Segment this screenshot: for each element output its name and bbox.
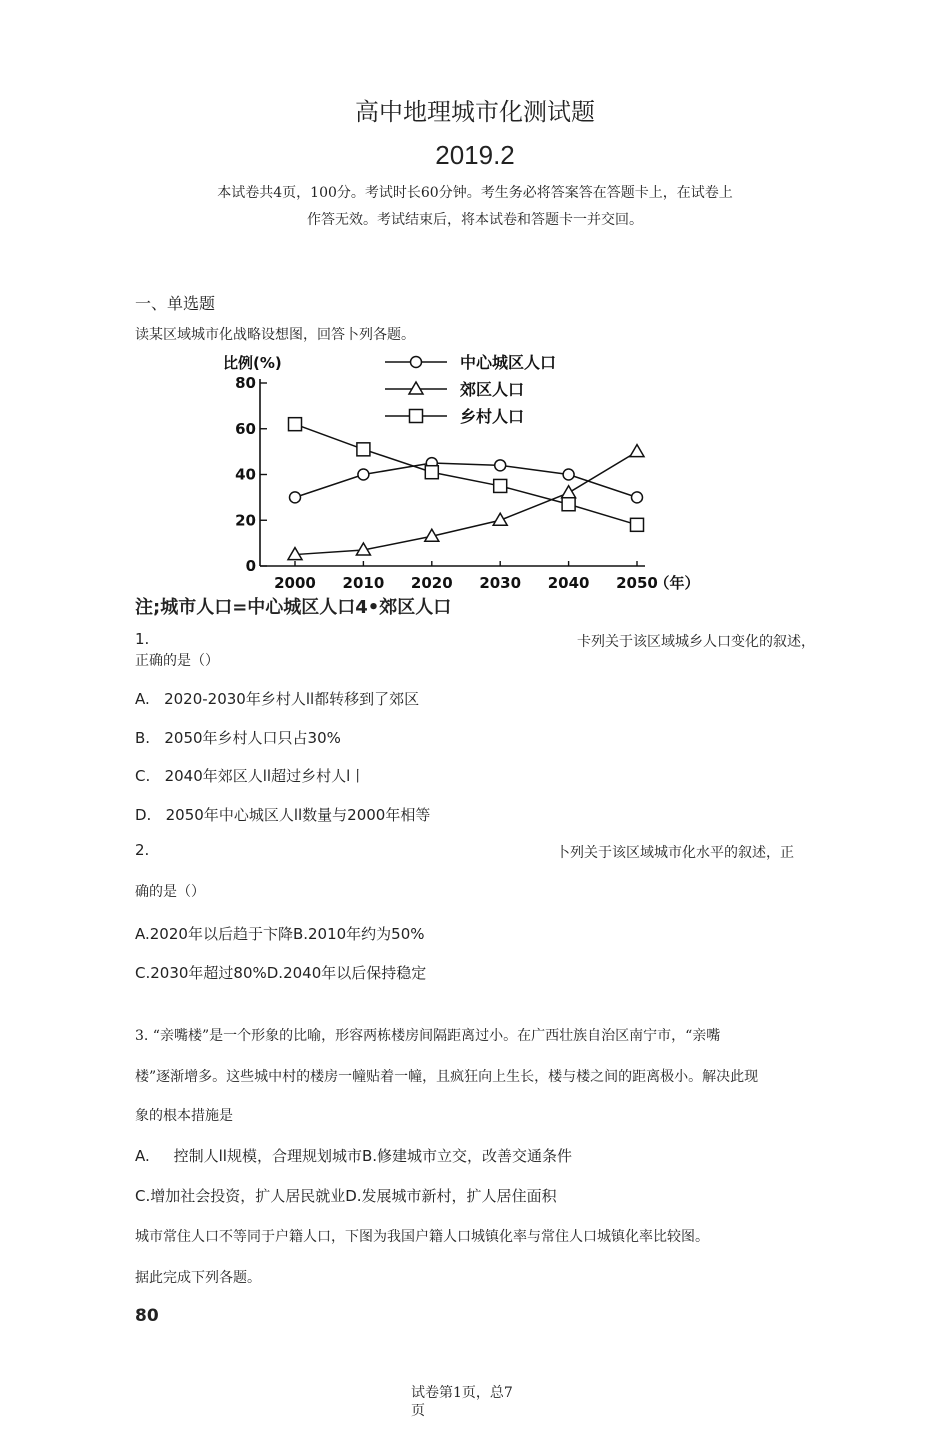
q2-stem: 卜列关于该区域城市化水平的叙述，正 <box>556 845 794 861</box>
q1-option-a[interactable]: A. 2020-2030年乡村人ll都转移到了郊区 <box>135 690 420 708</box>
square-marker <box>494 479 507 492</box>
next-chart-fragment: 80 <box>135 1306 159 1326</box>
chart-note: 注;城市人口=中心城区人口4•郊区人口 <box>135 597 452 618</box>
q2-stem-line2: 确的是（） <box>135 884 205 900</box>
x-tick-label: 2020 <box>410 574 453 592</box>
q2-options-ab[interactable]: A.2020年以后趋于卞降B.2010年约为50% <box>135 925 425 943</box>
intro-line-2: 作答无效。考试结束后，将本试卷和答题卡一并交回。 <box>307 212 643 228</box>
section-lead: 读某区域城市化战略设想图，回答卜列各题。 <box>135 327 415 343</box>
series-line-triangle <box>295 452 637 555</box>
q3-stem-line3: 象的根本措施是 <box>135 1108 233 1124</box>
footer-page-line-1: 试卷第1页，总7 <box>411 1385 513 1401</box>
q2-number: 2. <box>135 841 150 859</box>
population-chart <box>215 348 735 598</box>
passage-line-1: 城市常住人口不等同于户籍人口，下图为我国户籍人口城镇化率与常住人口城镇化率比较图。 <box>135 1229 709 1245</box>
y-tick-label: 20 <box>235 511 256 530</box>
y-tick-label: 80 <box>235 374 256 392</box>
circle-marker <box>632 492 643 503</box>
q2-options-cd[interactable]: C.2030年超过80%D.2040年以后保持稳定 <box>135 964 427 982</box>
circle-marker <box>358 469 369 480</box>
legend-label: 郊区人口 <box>460 380 525 399</box>
q1-stem-line2: 正确的是（） <box>135 653 219 669</box>
footer-page-line-2: 页 <box>411 1403 425 1419</box>
circle-marker <box>411 357 422 368</box>
q3-options-cd[interactable]: C.增加社会投资，扩人居民就业D.发展城市新村，扩人居住面积 <box>135 1187 557 1205</box>
y-tick-label: 0 <box>245 557 256 575</box>
circle-marker <box>495 460 506 471</box>
q1-stem: 卡列关于该区域城乡人口变化的叙述， <box>577 634 815 650</box>
square-marker <box>562 498 575 511</box>
square-marker <box>410 410 423 423</box>
x-tick-label: 2000 <box>274 574 316 592</box>
triangle-marker <box>630 445 644 457</box>
chart-legend <box>385 353 556 426</box>
exam-date: 2019.2 <box>435 140 515 170</box>
y-tick-label: 40 <box>235 465 256 484</box>
series-line-square <box>295 424 637 525</box>
section-heading: 一、单选题 <box>135 294 216 313</box>
q3-stem-line2: 楼”逐渐增多。这些城中村的楼房一幢贴着一幢，且疯狂向上生长，楼与楼之间的距离极小。解决此现 <box>135 1069 759 1085</box>
passage-line-2: 据此完成下列各题。 <box>135 1270 261 1286</box>
square-marker <box>289 418 302 431</box>
series-line-circle <box>295 463 637 497</box>
square-marker <box>425 466 438 479</box>
q1-number: 1. <box>135 630 150 648</box>
triangle-marker <box>562 486 576 498</box>
square-marker <box>357 443 370 456</box>
y-tick-label: 60 <box>235 419 256 438</box>
legend-label: 乡村人口 <box>460 407 525 426</box>
circle-marker <box>563 469 574 480</box>
x-tick-label: 2050 <box>616 574 658 592</box>
x-tick-label: 2010 <box>342 574 385 592</box>
q1-option-d[interactable]: D. 2050年中心城区人ll数量与2000年相等 <box>135 806 431 824</box>
circle-marker <box>290 492 301 503</box>
page-title: 高中地理城市化测试题 <box>355 98 595 126</box>
q1-option-b[interactable]: B. 2050年乡村人口只占30% <box>135 729 341 747</box>
x-axis-unit: （年） <box>654 574 700 592</box>
triangle-marker <box>409 382 423 394</box>
y-axis-label: 比例(%) <box>223 354 282 372</box>
q1-option-c[interactable]: C. 2040年郊区人ll超过乡村人l丨 <box>135 767 366 785</box>
q3-stem-line1: 3. “亲嘴楼”是一个形象的比喻，形容两栋楼房间隔距离过小。在广西壮族自治区南宁市，“亲嘴 <box>135 1028 721 1044</box>
chart-series <box>288 418 644 560</box>
triangle-marker <box>493 513 507 525</box>
intro-line-1: 本试卷共4页，100分。考试时长60分钟。考生务必将答案答在答题卡上，在试卷上 <box>217 185 733 201</box>
x-tick-label: 2040 <box>547 574 590 592</box>
square-marker <box>631 518 644 531</box>
q3-options-ab[interactable]: A. 控制人ll规模，合理规划城市B.修建城市立交，改善交通条件 <box>135 1147 573 1165</box>
legend-label: 中心城区人口 <box>460 353 557 372</box>
x-tick-label: 2030 <box>479 574 522 592</box>
